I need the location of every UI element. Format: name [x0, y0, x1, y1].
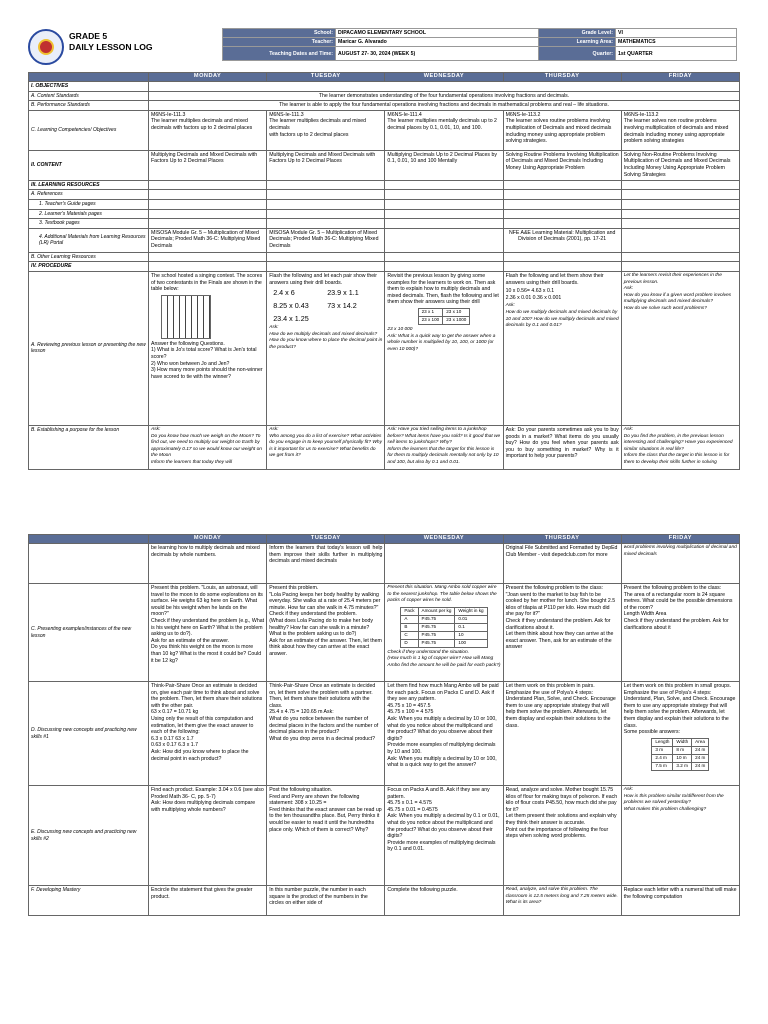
textbook-tuesday	[267, 219, 385, 229]
examples-wednesday-intro: Present this situation. Mang Ambo sold copper wire to the nearest junkshop. The table below shows the packs of copper wires he sold.	[387, 585, 497, 604]
score-table-image	[161, 295, 211, 339]
references-row	[29, 190, 740, 200]
textbook-friday	[621, 219, 739, 229]
discuss-1-wednesday: Let them find how much Mang Ambo will be paid for each pack. Focus on Packs C and D. Ask if they see any pattern. 45.75 x 10 = 457.5 45.75 x 100 = 4 575 Ask: When you multiply a decimal by 10 or 100, what do you notice about the multiplicand and the product? What do you observe about their digits? Provide more examples of multiplying decimals by 10 and 100. Ask: When you multiply a decimal by 10 or 100, what is a quick way to get the answer?	[385, 682, 503, 786]
examples-label: C. Presenting examples/instances of the new lesson	[29, 584, 149, 682]
resources-monday	[149, 180, 267, 190]
header-title	[69, 31, 153, 53]
procedure-label: IV. PROCEDURE	[29, 262, 149, 272]
table-cell: 10	[455, 631, 487, 639]
review-monday-questions: Answer the following Questions. 1) What is Jo's total score? What is Jen's total score? 2) Who won between Jo and Jen? 3) How many more points should the non-winner have scored to tie with the winner?	[151, 340, 263, 380]
resources-wednesday	[385, 180, 503, 190]
log-title: DAILY LESSON LOG	[69, 42, 153, 52]
discuss-2-tuesday: Post the following situation. Fred and Perry are shown the following statement: 308 x 10.25 = Fred thinks that the exact answer can be read up to the ten thousandths place. But, Perry thinks it would be easier to read it until the hundredths place only. Which of them is correct? Why?	[267, 786, 385, 886]
content-monday: Multiplying Decimals and Mixed Decimals with Factors Up to 2 Decimal Places	[149, 150, 267, 180]
review-row	[29, 271, 740, 425]
table-cell: 23 x 10	[443, 308, 470, 316]
table-row	[401, 639, 487, 647]
table-cell: 24 m	[692, 754, 709, 762]
teachers-guide-tuesday	[267, 199, 385, 209]
examples-row	[29, 584, 740, 682]
drill-item: 23.9 x 1.1	[327, 288, 359, 298]
purpose-thursday: Ask: Do your parents sometimes ask you to buy goods in a market? What items do you usually buy? How do you feel when your parents ask you to buy something in market? Why is it important to help your parents?	[503, 425, 621, 469]
table-cell: P45.75	[418, 615, 455, 623]
discuss-2-wednesday: Focus on Packs A and B. Ask if they see any pattern. 45.75 x 0.1 = 4.575 45.75 x 0.01 = 0.4575 Ask: When you multiply a decimal by 0.1 or 0.01, what do you notice about the multiplicand and the product? What do you observe about their digits? Provide more examples of multiplying decimals by 0.1 and 0.01.	[385, 786, 503, 886]
teachers-guide-monday	[149, 199, 267, 209]
examples-tuesday: Present this problem. "Lola Pacing keeps her body healthy by walking everyday. She walks at a rate of 25.4 meters per minute. How far can she walk in 4.75 minutes?" Check if they understand the problem. (What does Lola Pacing do to make her body healthy? How far can she walk in a minute? What is the problem asking us to do?) Ask for an estimate of the answer. Then, let them think about how they can arrive at the exact answer.	[267, 584, 385, 682]
other-resources-friday	[621, 252, 739, 262]
additional-materials-label: 4. Additional Materials from Learning Resources (LR) Portal	[29, 228, 149, 252]
table-row	[401, 631, 487, 639]
additional-materials-row	[29, 228, 740, 252]
review-tuesday	[267, 271, 385, 425]
review-wednesday-table	[418, 308, 471, 325]
purpose-continued-label	[29, 544, 149, 584]
school-label: School:	[223, 29, 336, 38]
teachers-guide-friday	[621, 199, 739, 209]
content-thursday: Solving Routine Problems Involving Multiplication of Decimals and Mixed Decimals Including Money Using Appropriate Problem	[503, 150, 621, 180]
textbook-wednesday	[385, 219, 503, 229]
day-tuesday: TUESDAY	[267, 73, 385, 82]
purpose-continued-row	[29, 544, 740, 584]
day-wednesday: WEDNESDAY	[385, 535, 503, 544]
discuss-1-friday	[621, 682, 739, 786]
discuss-2-row	[29, 786, 740, 886]
procedure-thursday	[503, 262, 621, 272]
dates-value: AUGUST 27- 30, 2024 (WEEK 5)	[336, 47, 539, 61]
textbook-monday	[149, 219, 267, 229]
day-thursday: THURSDAY	[503, 535, 621, 544]
review-tuesday-ask: Ask: How do we multiply decimals and mixed decimals? How do you know where to place the decimal point in the product?	[269, 325, 383, 350]
table-cell: P45.75	[418, 639, 455, 647]
additional-thursday: NFE A&E Learning Material: Multiplication and Division of Decimals (2001), pp. 17-21	[503, 228, 621, 252]
references-thursday	[503, 190, 621, 200]
content-standards-text: The learner demonstrates understanding of the four fundamental operations involving fractions and decimals.	[149, 91, 740, 101]
review-wednesday	[385, 271, 503, 425]
learners-materials-row	[29, 209, 740, 219]
table-cell: 7.5 m	[652, 762, 673, 770]
learners-materials-monday	[149, 209, 267, 219]
table-cell: 24 m	[692, 746, 709, 754]
procedure-row	[29, 262, 740, 272]
purpose-tuesday: Ask: Who among you do a list of exercise? What activities do you engage in to keep yourself physically fit? Why is it important for us to exercise? What benefits do we get from it?	[267, 425, 385, 469]
table-cell: 23 x 1	[418, 308, 443, 316]
teachers-guide-thursday	[503, 199, 621, 209]
dates-label: Teaching Dates and Time:	[223, 47, 336, 61]
table-cell: 0.1	[455, 623, 487, 631]
table-cell: 23 x 100	[418, 316, 443, 324]
corner-cell	[29, 535, 149, 544]
procedure-monday	[149, 262, 267, 272]
additional-monday: MISOSA Module Gr. 5 – Multiplication of Mixed Decimals; Proded Math 36-C: Multiplying Mixed Decimals	[149, 228, 267, 252]
review-monday-intro: The school hosted a singing contest. The scores of two contestants in the Finals are shown in the table below:	[151, 272, 263, 293]
quarter-label: Quarter:	[539, 47, 616, 61]
purpose-label: B. Establishing a purpose for the lesson	[29, 425, 149, 469]
additional-friday	[621, 228, 739, 252]
additional-wednesday	[385, 228, 503, 252]
table-cell: 2.4 m	[652, 754, 673, 762]
resources-friday	[621, 180, 739, 190]
lesson-table-2	[28, 534, 740, 916]
content-tuesday: Multiplying Decimals and Mixed Decimals with Factors Up to 2 Decimal Places	[267, 150, 385, 180]
day-header-row	[29, 73, 740, 82]
table-header: Length	[652, 738, 673, 746]
table-cell: 3 m	[652, 746, 673, 754]
other-resources-thursday	[503, 252, 621, 262]
discuss-1-row	[29, 682, 740, 786]
review-monday	[149, 271, 267, 425]
quarter-value: 1st QUARTER	[616, 47, 737, 61]
review-thursday-items: 10 x 0.56= 4.63 x 0.1 2.36 x 0.01 0.36 x 0.001	[505, 288, 562, 301]
discuss-1-label: D. Discussing new concepts and practicing new skills #1	[29, 682, 149, 786]
mastery-friday: Replace each letter with a numeral that will make the following computation	[621, 886, 739, 916]
teacher-value: Maricar G. Alvarado	[336, 38, 539, 47]
purpose-friday: Ask: Do you find the problem, in the previous lesson interesting and challenging? Have you experienced similar situations in real life? Inform the class that the target in this lesson is for them to develop their skills further in solving	[621, 425, 739, 469]
day-thursday: THURSDAY	[503, 73, 621, 82]
competencies-label: C. Learning Competencies/ Objectives	[29, 110, 149, 150]
table-row	[401, 623, 487, 631]
mastery-monday: Encircle the statement that gives the greater product.	[149, 886, 267, 916]
purpose-continued-wednesday	[385, 544, 503, 584]
content-row	[29, 150, 740, 180]
table-header: Amount per kg	[418, 607, 455, 615]
procedure-tuesday	[267, 262, 385, 272]
procedure-wednesday	[385, 262, 503, 272]
drill-item: 73 x 14.2	[327, 301, 357, 311]
competency-tuesday: M6NS-Ie-111.3 The learner multiplies decimals and mixed decimals with factors up to 2 decimal places	[267, 110, 385, 150]
textbook-thursday	[503, 219, 621, 229]
grade-level-label: Grade Level:	[539, 29, 616, 38]
lesson-log-page-2	[0, 512, 768, 1024]
deped-seal-icon	[28, 29, 64, 65]
competency-friday: M6NS-Ie-113.2 The learner solves non routine problems involving multiplication of decimals and mixed decimals including money using appropriate problem solving strategies	[621, 110, 739, 150]
table-cell: P45.75	[418, 631, 455, 639]
review-thursday	[503, 271, 621, 425]
table-cell: 8 m	[673, 746, 692, 754]
discuss-1-thursday: Let them work on this problem in pairs. Emphasize the use of Polya's 4 steps: Understand Plan, Solve, and Check. Encourage them to use any appropriate strategy that will help them solve the problem. Afterwards, let them display and explain their solutions to the class.	[503, 682, 621, 786]
discuss-1-friday-text: Let them work on this problem in small groups. Emphasize the use of Polya's 4 steps: Understand, Plan, Solve, and Check. Encourage them to use any appropriate strategy that will help them solve the problem. Afterwards, let them display and explain their solutions to the class. Some possible answers:	[623, 683, 736, 736]
examples-wednesday-after: Check if they understand the situation. (How much is 1 kg of copper wire? How will Mang Ambo find the amount he will be paid for each pack?)	[387, 649, 501, 668]
references-monday	[149, 190, 267, 200]
log-header	[28, 28, 740, 66]
review-tuesday-intro: Flash the following and let each pair show their answers using their drill boards.	[269, 272, 378, 286]
performance-standards-label: B. Performance Standards	[29, 101, 149, 111]
table-cell: P45.75	[418, 623, 455, 631]
table-header: Area	[692, 738, 709, 746]
day-monday: MONDAY	[149, 535, 267, 544]
content-friday: Solving Non-Routine Problems Involving Multiplication of Decimals and Mixed Decimals Including Money Using Appropriate Problem Solving Strategies	[621, 150, 739, 180]
grade-title: GRADE 5	[69, 31, 108, 41]
day-friday: FRIDAY	[621, 535, 739, 544]
day-header-row	[29, 535, 740, 544]
purpose-continued-friday: word problems involving multiplication of decimal and mixed decimals	[621, 544, 739, 584]
purpose-wednesday: Ask: Have you tried selling items to a junkshop before? What items have you sold? Is it good that we sell items to junkshops? Why? Inform the learners that the target for this lesson is for them to multiply decimals mentally not only by 10 and 100, but also by 0.1 and 0.01.	[385, 425, 503, 469]
table-row	[401, 615, 487, 623]
teachers-guide-wednesday	[385, 199, 503, 209]
discuss-1-monday: Think-Pair-Share Once an estimate is decided on, give each pair time to think about and solve the problem. Then, let them share their solutions with the other pair. 63 x 0.17 = 10.71 kg Using only the result of this computation and estimation, let them give the exact answer to each of the following: 6.3 x 0.17 63 x 1.7 0.63 x 0.17 6.3 x 1.7 Ask: How did you know where to place the decimal point in each product?	[149, 682, 267, 786]
table-row	[652, 746, 709, 754]
purpose-row	[29, 425, 740, 469]
content-standards-row	[29, 91, 740, 101]
school-value: DIPACAMO ELEMENTARY SCHOOL	[336, 29, 539, 38]
review-wednesday-after: 23 x 10 000 Ask: What is a quick way to get the answer when a whole number is multiplied by 10, 100, or 1000 (or even 10 000)?	[387, 326, 496, 352]
table-cell: 24 m	[692, 762, 709, 770]
learners-materials-thursday	[503, 209, 621, 219]
other-resources-wednesday	[385, 252, 503, 262]
purpose-monday: Ask: Do you know how much we weigh on the Moon? To find out, we need to multiply our weight on Earth by approximately 0.17 so we would know our weight on the Moon Inform the learners that today they will	[149, 425, 267, 469]
discuss-2-monday: Find each product. Example: 3.04 x 0.6 (see also Proded Math 36- C, pp. 5-7) Ask: How does multiplying decimals compare with multiplying whole numbers?	[149, 786, 267, 886]
day-tuesday: TUESDAY	[267, 535, 385, 544]
content-standards-label: A. Content Standards	[29, 91, 149, 101]
learners-materials-tuesday	[267, 209, 385, 219]
examples-monday: Present this problem. "Louis, an astronaut, will travel to the moon to do some explorations on its surface. He weighs 63 kg here on Earth. What would be his weight when he lands on the moon?" Check if they understand the problem (e.g., What is his weight here on Earth? What is the problem asking us to do?). Ask for an estimate of the answer. Do you think his weight on the moon is more than 10 kg? What is the most it could be? Could it be 12 kg?	[149, 584, 267, 682]
learners-materials-label: 2. Learner's Materials pages	[29, 209, 149, 219]
discuss-2-label: E. Discussing new concepts and practicing new skills #2	[29, 786, 149, 886]
drill-item: 2.4 x 6	[273, 288, 295, 298]
table-cell: B	[401, 623, 418, 631]
table-header: Pack	[401, 607, 418, 615]
review-wednesday-intro: Revisit the previous lesson by giving some examples for the learners to work on. Then ask them to explain how to multiply decimals and mixed decimals. Then, flash the following and let them show their answers using their drill	[387, 272, 499, 306]
purpose-continued-monday: be learning how to multiply decimals and mixed decimals by whole numbers.	[149, 544, 267, 584]
discuss-2-thursday: Read, analyze and solve. Mother bought 15.75 kilos of flour for making trays of polvoron. If each kilo of flour costs P45.50, how much did she pay for it? Let them present their solutions and explain why they think their answer is accurate. Point out the importance of following the four steps when solving word problems.	[503, 786, 621, 886]
lesson-table-1	[28, 72, 740, 470]
table-header: Weight in kg	[455, 607, 487, 615]
textbook-label: 3. Textbook pages	[29, 219, 149, 229]
table-cell: 3.2 m	[673, 762, 692, 770]
examples-thursday: Present the following problem to the class: "Joan went to the market to buy fish to be cooked by her mother for lunch. She bought 2.5 kilos of tilapia at P110 per kilo. How much did she pay for it?" Check if they understand the problem. Ask for clarifications about it. Let them think about how they can arrive at the exact answer. Then, ask for an estimate of the answer	[503, 584, 621, 682]
review-tuesday-items	[269, 286, 382, 325]
competencies-row	[29, 110, 740, 150]
learners-materials-wednesday	[385, 209, 503, 219]
mastery-row	[29, 886, 740, 916]
competency-monday: M6NS-Ie-111.3 The learner multiplies decimals and mixed decimals with factors up to 2 decimal places	[149, 110, 267, 150]
competency-wednesday: M6NS-Ie-111.4 The learner multiplies mentally decimals up to 2 decimal places by 0.1, 0.01, 10, and 100.	[385, 110, 503, 150]
discuss-1-tuesday: Think-Pair-Share Once an estimate is decided on, let them solve the problem with a partner. Then, let them share their solutions with the class. 25.4 x 4.75 = 120.65 m Ask: What do you notice between the number of decimal places in the factors and the number of decimal places in the product? What do you drop zeros in a decimal product?	[267, 682, 385, 786]
table-cell: 100	[455, 639, 487, 647]
other-resources-row	[29, 252, 740, 262]
day-friday: FRIDAY	[621, 73, 739, 82]
additional-tuesday: MISOSA Module Gr. 5 – Multiplication of Mixed Decimals; Proded Math 36-C: Multiplying Mixed Decimals	[267, 228, 385, 252]
examples-wednesday	[385, 584, 503, 682]
other-resources-label: B. Other Learning Resources	[29, 252, 149, 262]
teacher-label: Teacher:	[223, 38, 336, 47]
competency-thursday: M6NS-Ie-113.2 The learner solves routine problems involving multiplication of Decimals and mixed decimals including money using appropriate problem solving strategies.	[503, 110, 621, 150]
references-tuesday	[267, 190, 385, 200]
drill-item: 23.4 x 1.25	[273, 314, 309, 324]
content-wednesday: Multiplying Decimals Up to 2 Decimal Places by 0.1, 0.01, 10 and 100 Mentally	[385, 150, 503, 180]
other-resources-tuesday	[267, 252, 385, 262]
performance-standards-text: The learner is able to apply the four fundamental operations involving fractions and decimals in mathematical problems and real – life situations.	[149, 101, 740, 111]
objectives-cell	[149, 82, 740, 92]
resources-row	[29, 180, 740, 190]
examples-friday: Present the following problem to the class: The area of a rectangular room is 24 square metres. What could be the possible dimensions of the room? Length Width Area Check if they understand the problem. Ask for clarifications about it	[621, 584, 739, 682]
grade-level-value: VI	[616, 29, 737, 38]
table-cell: 23 x 1000	[443, 316, 470, 324]
purpose-continued-tuesday: Inform the learners that today's lesson will help them improve their skills further in multiplying decimals and mixed decimals	[267, 544, 385, 584]
other-resources-monday	[149, 252, 267, 262]
mastery-label: F. Developing Mastery	[29, 886, 149, 916]
table-cell: A	[401, 615, 418, 623]
copper-wire-table	[400, 607, 487, 648]
corner-cell	[29, 73, 149, 82]
table-cell: 10 m	[673, 754, 692, 762]
mastery-thursday: Read, analyze, and solve this problem. The classroom is 12.5 meters long and 7.25 meters wide. What is its area?	[503, 886, 621, 916]
header-meta-table	[222, 28, 737, 61]
discuss-2-friday: Ask: How is this problem similar to/different from the problems we solved yesterday? What makes this problem challenging?	[621, 786, 739, 886]
resources-label: III. LEARNING RESOURCES	[29, 180, 149, 190]
table-row	[652, 754, 709, 762]
table-cell: 0.01	[455, 615, 487, 623]
day-monday: MONDAY	[149, 73, 267, 82]
review-friday: Let the learners revisit their experiences in the previous lesson. Ask: How do you know if a given word problem involves multiplying decimals and mixed decimals? How do we solve such word problems?	[621, 271, 739, 425]
review-thursday-intro: Flash the following and let them show their answers using their drill boards.	[505, 272, 604, 286]
drill-item: 8.25 x 0.43	[273, 301, 309, 311]
learning-area-value: MATHEMATICS	[616, 38, 737, 47]
review-thursday-ask: Ask: How do we multiply decimals and mixed decimals by 10 and 100? How do we multiply decimals and mixed decimals by 0.1 and 0.01?	[505, 303, 619, 329]
teachers-guide-row	[29, 199, 740, 209]
content-label: II. CONTENT	[29, 150, 149, 180]
mastery-tuesday: In this number puzzle, the number in each square is the product of the numbers in the circles on either side of	[267, 886, 385, 916]
learners-materials-friday	[621, 209, 739, 219]
purpose-continued-thursday: Original File Submitted and Formatted by DepEd Club Member - visit depedclub.com for more	[503, 544, 621, 584]
learning-area-label: Learning Area:	[539, 38, 616, 47]
teachers-guide-label: 1. Teacher's Guide pages	[29, 199, 149, 209]
resources-tuesday	[267, 180, 385, 190]
references-friday	[621, 190, 739, 200]
procedure-friday	[621, 262, 739, 272]
objectives-label: I. OBJECTIVES	[29, 82, 149, 92]
table-cell: D	[401, 639, 418, 647]
resources-thursday	[503, 180, 621, 190]
mastery-wednesday: Complete the following puzzle.	[385, 886, 503, 916]
textbook-row	[29, 219, 740, 229]
table-cell: C	[401, 631, 418, 639]
table-header: Width	[673, 738, 692, 746]
references-label: A. References	[29, 190, 149, 200]
performance-standards-row	[29, 101, 740, 111]
references-wednesday	[385, 190, 503, 200]
dimensions-table	[651, 738, 709, 771]
review-label: A. Reviewing previous lesson or presenting the new lesson	[29, 271, 149, 425]
day-wednesday: WEDNESDAY	[385, 73, 503, 82]
table-row	[652, 762, 709, 770]
objectives-row	[29, 82, 740, 92]
